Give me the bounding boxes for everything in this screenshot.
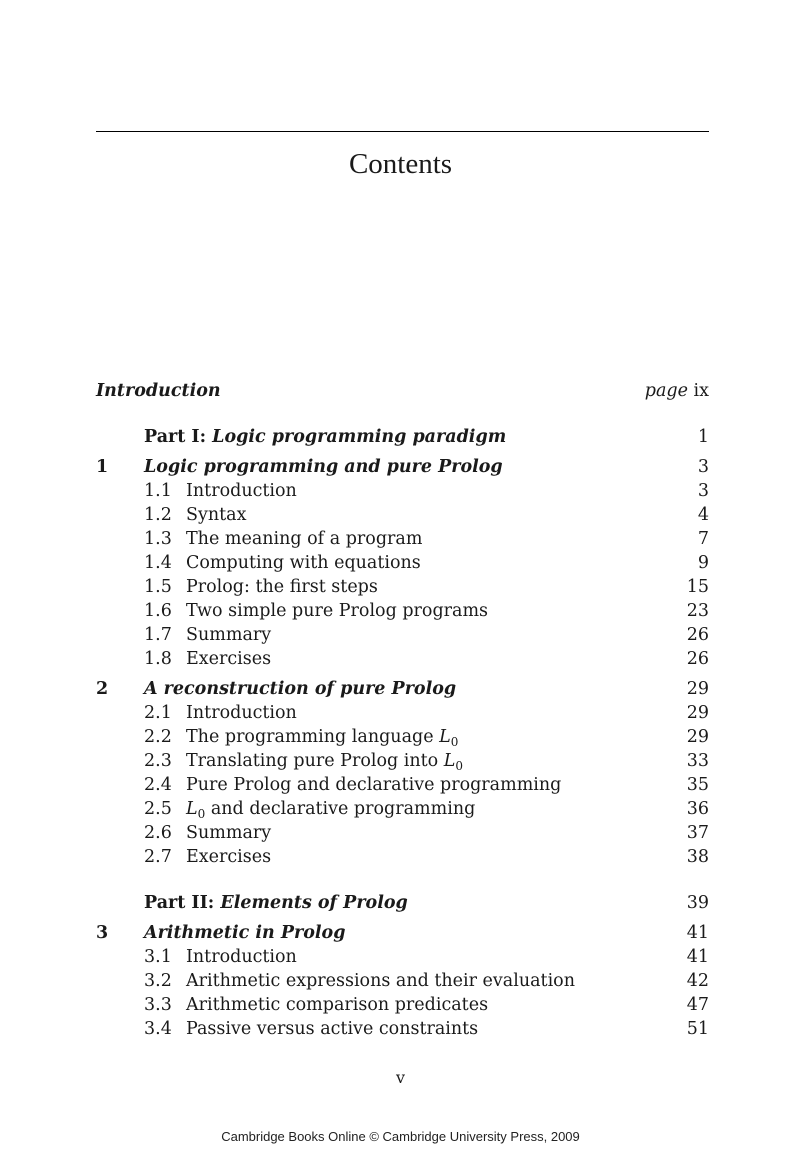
toc-section[interactable]: 2.7 Exercises 38 [144,847,709,867]
chapter-page: 41 [686,923,709,943]
toc-section[interactable]: 1.7 Summary 26 [144,625,709,645]
toc-chapter-2[interactable] [96,677,709,701]
toc-section[interactable]: 1.6 Two simple pure Prolog programs 23 [144,601,709,621]
toc-section[interactable]: 1.3 The meaning of a program 7 [144,529,709,549]
toc-section[interactable]: 1.2 Syntax 4 [144,505,709,525]
toc-chapter-3[interactable] [96,921,709,945]
toc-section[interactable]: 1.8 Exercises 26 [144,649,709,669]
toc-intro-title: Introduction [96,381,221,401]
math-l-symbol: L [443,751,456,771]
chapter-title: Arithmetic in Prolog [144,923,346,943]
chapter-title: Logic programming and pure Prolog [144,457,503,477]
chapter-page: 29 [686,679,709,699]
toc-section[interactable]: 2.1 Introduction 29 [144,703,709,723]
toc-section[interactable]: 2.2 The programming language $L_0$ 29 [144,727,709,749]
toc-part-1[interactable] [96,425,709,449]
toc-section[interactable]: 3.4 Passive versus active constraints 51 [144,1019,709,1039]
page-number: v [395,1068,406,1087]
header-rule [96,131,709,132]
math-l-symbol: L [439,727,451,747]
toc-section[interactable]: 2.4 Pure Prolog and declarative programming 35 [144,775,709,795]
page-title: Contents [348,148,453,180]
toc-section[interactable]: 3.1 Introduction 41 [144,947,709,967]
toc-part-2-page: 39 [686,893,709,913]
toc-section[interactable]: 1.5 Prolog: the first steps 15 [144,577,709,597]
toc-part-2[interactable] [96,891,709,915]
toc-section[interactable]: 3.2 Arithmetic expressions and their evaluation 42 [144,971,709,991]
copyright-credit: Cambridge Books Online © Cambridge University Press, 2009 [221,1129,580,1144]
chapter-title: A reconstruction of pure Prolog [144,679,457,699]
math-l-symbol: L [186,799,198,819]
toc-chapter-1[interactable] [96,455,709,479]
chapter-number: 1 [96,457,109,477]
toc-section[interactable]: 3.3 Arithmetic comparison predicates 47 [144,995,709,1015]
toc-part-1-page: 1 [697,427,709,447]
chapter-page: 3 [697,457,709,477]
chapter-number: 2 [96,679,109,699]
toc-section[interactable]: 2.3 Translating pure Prolog into $L_0$ 33 [144,751,709,773]
toc-section[interactable]: 1.1 Introduction 3 [144,481,709,501]
toc-section[interactable]: 1.4 Computing with equations 9 [144,553,709,573]
toc-part-2-title: Part II: Elements of Prolog [144,893,408,913]
toc-section[interactable]: 2.6 Summary 37 [144,823,709,843]
toc-part-1-title: Part I: Logic programming paradigm [144,427,507,447]
toc-section[interactable]: 2.5 $L_0$ and declarative programming 36 [144,799,709,821]
chapter-number: 3 [96,923,109,943]
toc-intro-page: page ix [644,381,709,401]
toc-intro[interactable] [96,379,709,403]
